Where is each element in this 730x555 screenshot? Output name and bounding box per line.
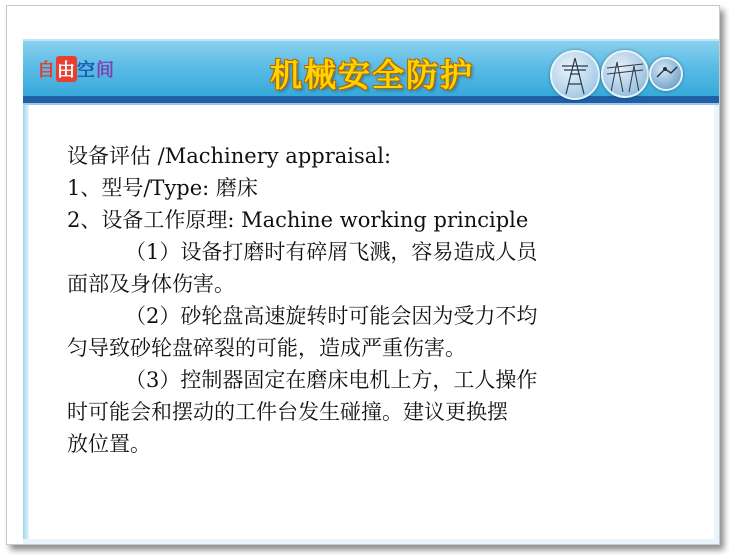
logo-char: 空: [77, 60, 96, 81]
body-line: 放位置。: [67, 432, 151, 456]
body-line: （2）砂轮盘高速旋转时可能会因为受力不均: [125, 304, 538, 328]
body-line: 匀导致砂轮盘碎裂的可能，造成严重伤害。: [67, 336, 466, 360]
body-line: 面部及身体伤害。: [67, 272, 235, 296]
body-line: （1）设备打磨时有碎屑飞溅，容易造成人员: [125, 240, 538, 264]
body-line: 设备评估 /Machinery appraisal:: [67, 144, 392, 168]
logo-char: 自: [37, 60, 56, 81]
slide-frame: [6, 5, 720, 545]
right-side-bar: [714, 105, 719, 543]
bottom-bar: [23, 539, 719, 544]
body-line: 1、型号/Type: 磨床: [67, 176, 258, 200]
body-line: 时可能会和摆动的工件台发生碰撞。建议更换摆: [67, 400, 508, 424]
header-bottom-line: [23, 103, 719, 105]
body-line: （3）控制器固定在磨床电机上方，工人操作: [125, 368, 538, 392]
body-line: 2、设备工作原理: Machine working principle: [67, 208, 529, 232]
small-globe-icon: [649, 57, 683, 91]
header-top-line: [23, 39, 719, 41]
logo: [37, 56, 115, 82]
logo-char: 由: [56, 56, 77, 82]
header-bottom-band: [23, 96, 719, 103]
slide-title: 机械安全防护: [269, 56, 474, 94]
power-lines-image-icon: [601, 50, 649, 98]
left-side-bar: [23, 105, 29, 543]
logo-char: 间: [96, 60, 115, 81]
power-tower-image-icon: [550, 50, 600, 100]
